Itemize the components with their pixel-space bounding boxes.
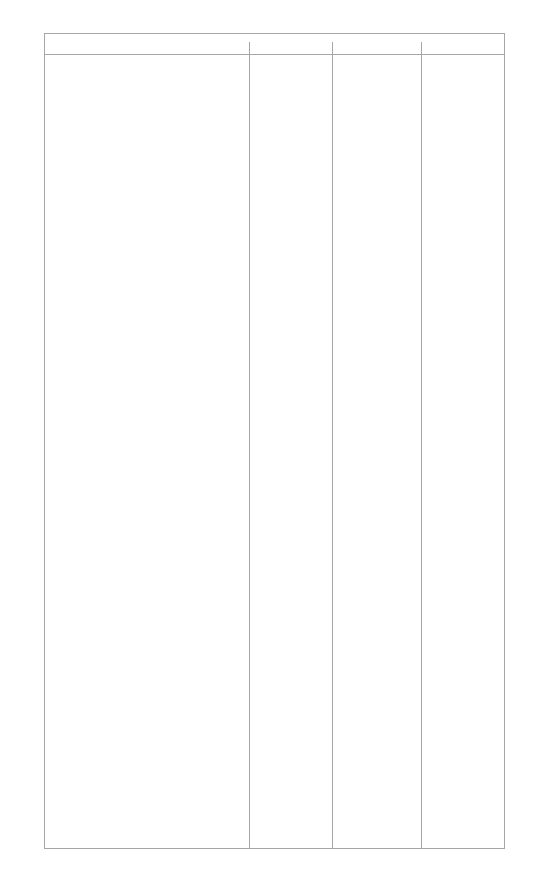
ledger-table (44, 33, 505, 849)
ledger-body (45, 55, 504, 848)
column-divider-2 (332, 42, 333, 848)
ledger-header-row (45, 34, 504, 55)
column-header-4 (422, 36, 504, 52)
column-divider-1 (249, 42, 250, 848)
column-header-2 (250, 36, 332, 52)
column-divider-3 (421, 42, 422, 848)
column-header-3 (333, 36, 421, 52)
column-header-1 (45, 36, 249, 52)
